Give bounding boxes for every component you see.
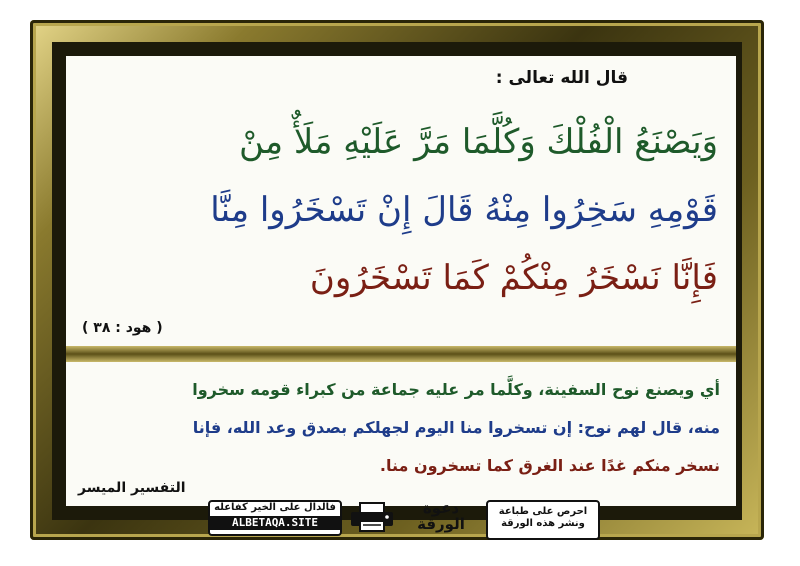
verse-reference: ( هود : ٣٨ ) (82, 320, 163, 336)
frame-divider (66, 346, 736, 362)
verse-line-2: قَوْمِهِ سَخِرُوا مِنْهُ قَالَ إِنْ تَسْخَرُوا مِنَّا (210, 190, 718, 230)
site-link[interactable]: ALBETAQA.SITE (210, 516, 340, 530)
footer-right-box: احرص على طباعة ونشر هذه الورقة (486, 500, 600, 540)
source-label: التفسير الميسر (78, 480, 186, 496)
footer-slogan: فالدال على الخير كفاعله (214, 502, 336, 513)
verse-line-1: وَيَصْنَعُ الْفُلْكَ وَكُلَّمَا مَرَّ عَلَيْهِ مَلَأٌ مِنْ (239, 122, 718, 162)
intro-text: قال الله تعالى : (495, 68, 628, 88)
footer-left-box (208, 500, 342, 536)
logo-text: دعوة الورقة (417, 499, 465, 533)
tafsir-line-3: نسخر منكم غدًا عند الغرق كما تسخرون منا. (379, 456, 720, 475)
tafsir-line-1: أي ويصنع نوح السفينة، وكلَّما مر عليه جماعة من كبراء قومه سخروا (192, 380, 720, 399)
tafsir-line-2: منه، قال لهم نوح: إن تسخروا منا اليوم لجهلكم بصدق وعد الله، فإنا (192, 418, 720, 437)
printer-icon (348, 502, 396, 532)
footer-banner (208, 500, 600, 534)
verse-line-3: فَإِنَّا نَسْخَرُ مِنْكُمْ كَمَا تَسْخَرُونَ (309, 258, 718, 298)
